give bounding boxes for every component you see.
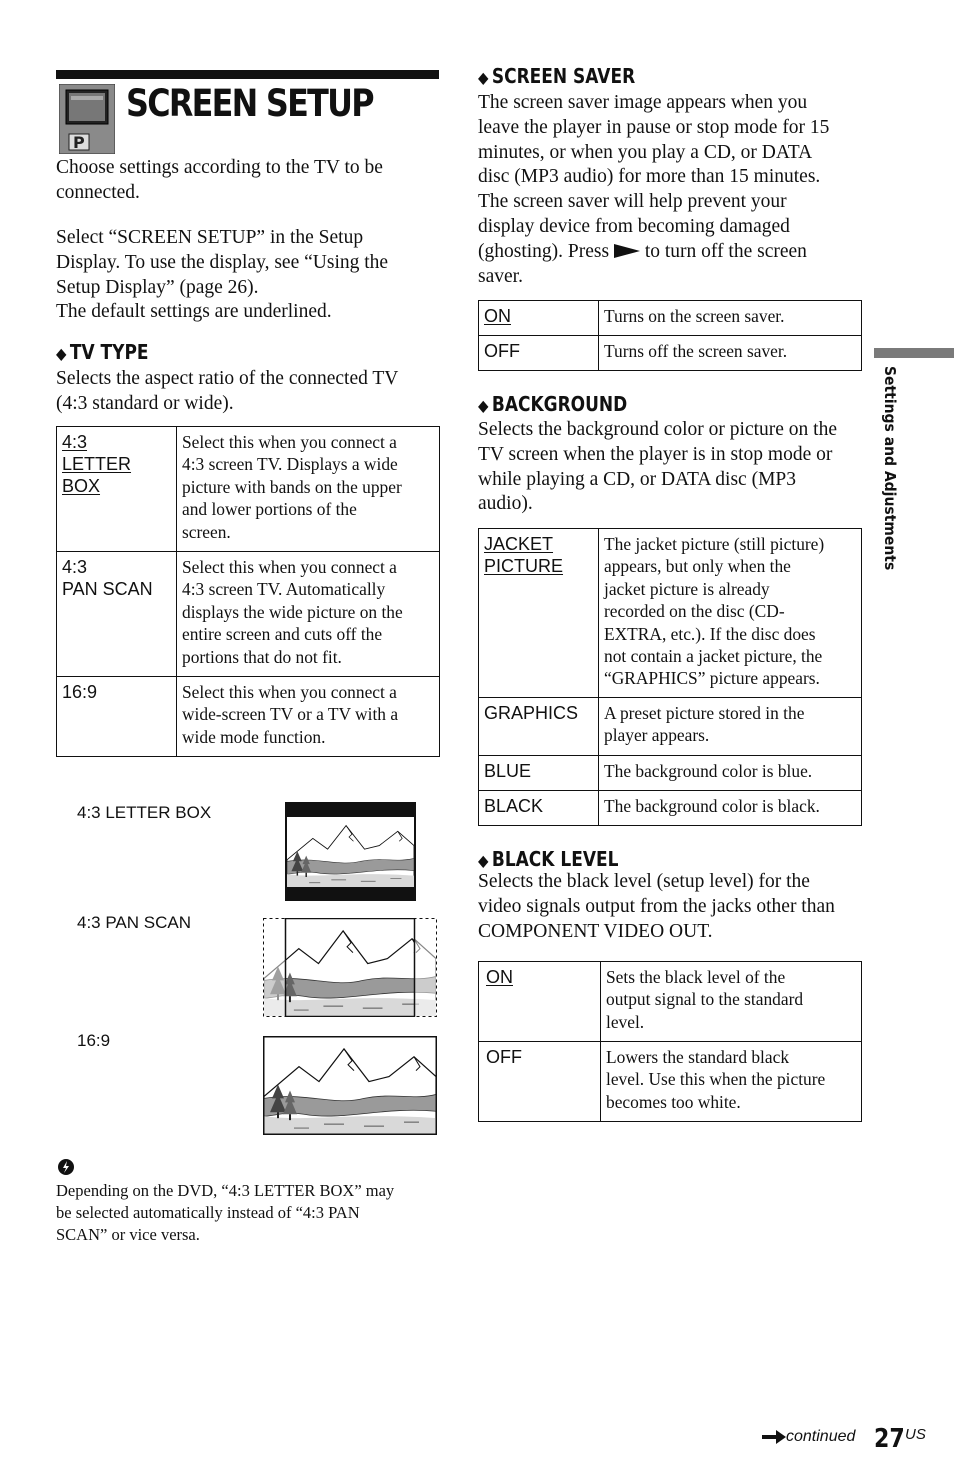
text-line: picture with bands on the upper — [182, 476, 402, 497]
text-line: video signals output from the jacks other than — [478, 895, 835, 917]
option-label: 16:9 — [62, 682, 98, 702]
text-line: Choose settings according to the TV to be — [56, 157, 383, 178]
option-cell — [479, 962, 601, 1042]
option-label: 4:3 — [62, 557, 88, 577]
option-cell — [57, 427, 177, 552]
description-cell — [177, 677, 440, 757]
background-table — [478, 528, 862, 826]
option-cell — [479, 698, 599, 756]
text-line: Setup Display” (page 26). — [56, 276, 259, 298]
option-label: PAN SCAN — [62, 579, 153, 599]
table-row — [479, 698, 862, 756]
option-cell — [479, 529, 599, 698]
screen-setup-icon — [59, 84, 115, 154]
text-line: audio). — [478, 493, 533, 515]
option-label: OFF — [484, 341, 520, 361]
text-line: Lowers the standard black — [606, 1047, 790, 1067]
screen-saver-heading — [478, 64, 635, 88]
option-label: BLACK — [484, 796, 544, 816]
table-row — [479, 301, 862, 336]
table-row — [479, 791, 862, 826]
text-line: minutes, or when you play a CD, or DATA — [478, 141, 813, 163]
description-cell — [177, 427, 440, 552]
description-cell — [601, 962, 862, 1042]
table-row — [479, 529, 862, 698]
text-line: Sets the black level of the — [606, 967, 786, 987]
hint-text — [56, 1180, 394, 1247]
text-line: The screen saver image appears when you — [478, 92, 808, 113]
background-heading — [478, 392, 627, 416]
text-line: “GRAPHICS” picture appears. — [604, 668, 820, 689]
page-number: 27 — [874, 1424, 905, 1454]
illustration-label: 4:3 LETTER BOX — [77, 803, 212, 822]
press-text: to turn off the screen — [644, 240, 807, 262]
text-line: Select this when you connect a — [182, 557, 397, 577]
text-line: leave the player in pause or stop mode for 15 — [478, 116, 830, 138]
text-line: and lower portions of the — [182, 499, 357, 520]
text-line: SCAN” or vice versa. — [56, 1225, 200, 1245]
text-line: Selects the aspect ratio of the connected TV — [56, 368, 399, 389]
intro-paragraph — [56, 156, 383, 206]
text-line: Select this when you connect a — [182, 432, 397, 452]
option-label: PICTURE — [484, 556, 564, 576]
text-line: Depending on the DVD, “4:3 LETTER BOX” may — [56, 1181, 395, 1200]
text-line: connected. — [56, 181, 140, 203]
text-line: player appears. — [604, 725, 710, 746]
heading-label: TV TYPE — [69, 340, 149, 364]
text-line: output signal to the standard — [606, 989, 804, 1010]
hint-icon — [57, 1158, 75, 1176]
description-cell — [601, 1042, 862, 1122]
heading-label: BLACK LEVEL — [491, 847, 619, 871]
illustration-label: 16:9 — [77, 1031, 111, 1050]
text-line: appears, but only when the — [604, 556, 791, 577]
text-line: jacket picture is already — [604, 578, 770, 599]
text-line: TV screen when the player is in stop mode or — [478, 443, 833, 465]
option-cell — [479, 301, 599, 336]
table-row — [479, 1042, 862, 1122]
table-row — [57, 677, 440, 757]
text-line: not contain a jacket picture, the — [604, 646, 823, 667]
text-line: entire screen and cuts off the — [182, 624, 383, 645]
table-row — [57, 552, 440, 677]
title-rule — [56, 70, 439, 79]
option-label: LETTER — [62, 454, 132, 474]
text-line: COMPONENT VIDEO OUT. — [478, 920, 713, 942]
svg-text:P: P — [73, 133, 85, 152]
diamond-bullet-icon: ◆ — [56, 344, 67, 363]
option-cell — [479, 1042, 601, 1122]
play-icon — [614, 241, 640, 262]
option-label: GRAPHICS — [484, 703, 579, 723]
letterbox-illustration — [285, 802, 416, 901]
description-cell — [599, 756, 862, 791]
table-row — [479, 756, 862, 791]
text-line: The default settings are underlined. — [56, 301, 332, 323]
illustration-label: 4:3 PAN SCAN — [77, 913, 192, 932]
diamond-bullet-icon: ◆ — [478, 396, 489, 415]
option-cell — [479, 756, 599, 791]
option-label: BLUE — [484, 761, 532, 781]
screen-saver-table — [478, 300, 862, 371]
diamond-bullet-icon: ◆ — [478, 851, 489, 870]
text-line: Display. To use the display, see “Using the — [56, 251, 389, 273]
option-cell — [57, 677, 177, 757]
text-line: Selects the black level (setup level) for the — [478, 871, 810, 892]
text-line: becomes too white. — [606, 1091, 741, 1112]
text-line: recorded on the disc (CD- — [604, 601, 785, 622]
text-line: Select “SCREEN SETUP” in the Setup — [56, 227, 364, 248]
page-title: SCREEN SETUP — [126, 82, 373, 125]
black-level-description — [478, 870, 835, 944]
text-line: displays the wide picture on the — [182, 601, 403, 622]
text-line: The jacket picture (still picture) — [604, 534, 825, 554]
description-cell: Turns on the screen saver. — [599, 301, 862, 336]
text-line: be selected automatically instead of “4:3 PAN — [56, 1203, 360, 1223]
table-row — [57, 427, 440, 552]
select-paragraph — [56, 226, 388, 325]
tv-type-heading — [56, 340, 149, 364]
text-line: display device from becoming damaged — [478, 215, 790, 237]
continued-arrow-icon — [762, 1430, 786, 1444]
text-line: level. — [606, 1011, 645, 1032]
table-row — [479, 962, 862, 1042]
side-tab-label: Settings and Adjustments — [881, 366, 899, 571]
text-line: The screen saver will help prevent your — [478, 191, 787, 213]
background-description — [478, 418, 837, 517]
description-cell — [177, 552, 440, 677]
option-cell — [57, 552, 177, 677]
tv-type-description — [56, 367, 398, 417]
option-label: ON — [486, 967, 513, 987]
description-cell — [599, 529, 862, 698]
text-line: wide mode function. — [182, 726, 326, 747]
text-line: 4:3 screen TV. Displays a wide — [182, 454, 398, 475]
continued-label: continued — [786, 1428, 856, 1445]
option-label: JACKET — [484, 534, 554, 554]
text-line: while playing a CD, or DATA disc (MP3 — [478, 468, 796, 490]
black-level-heading — [478, 847, 618, 871]
option-cell — [479, 336, 599, 371]
screen-saver-description — [478, 91, 829, 289]
text-line: 4:3 screen TV. Automatically — [182, 579, 386, 600]
diamond-bullet-icon: ◆ — [478, 68, 489, 87]
option-label: ON — [484, 306, 511, 326]
press-text: (ghosting). Press — [478, 240, 610, 262]
side-tab-bar — [874, 348, 954, 358]
text-line: disc (MP3 audio) for more than 15 minutes. — [478, 166, 821, 188]
option-label: BOX — [62, 476, 101, 496]
text-line — [478, 240, 829, 265]
text-line: EXTRA, etc.). If the disc does — [604, 623, 816, 644]
text-line: A preset picture stored in the — [604, 703, 805, 723]
text-line: wide-screen TV or a TV with a — [182, 704, 399, 725]
text-line: (4:3 standard or wide). — [56, 392, 234, 414]
option-cell — [479, 791, 599, 826]
wide-illustration — [263, 1036, 437, 1135]
option-label: 4:3 — [62, 432, 88, 452]
description-cell — [599, 791, 862, 826]
description-cell — [599, 698, 862, 756]
text-line: The background color is black. — [604, 796, 820, 816]
text-line: level. Use this when the picture — [606, 1069, 826, 1090]
black-level-table — [478, 961, 862, 1122]
heading-label: BACKGROUND — [491, 392, 628, 416]
pan-scan-illustration — [263, 918, 437, 1017]
table-row — [479, 336, 862, 371]
description-cell: Turns off the screen saver. — [599, 336, 862, 371]
heading-label: SCREEN SAVER — [491, 64, 636, 88]
text-line: saver. — [478, 265, 523, 287]
text-line: Selects the background color or picture on the — [478, 419, 838, 440]
page-suffix: US — [905, 1426, 926, 1443]
tv-type-table — [56, 426, 440, 757]
text-line: The background color is blue. — [604, 761, 813, 781]
option-label: OFF — [486, 1047, 522, 1067]
text-line: portions that do not fit. — [182, 646, 342, 667]
text-line: screen. — [182, 521, 231, 542]
text-line: Select this when you connect a — [182, 682, 397, 702]
